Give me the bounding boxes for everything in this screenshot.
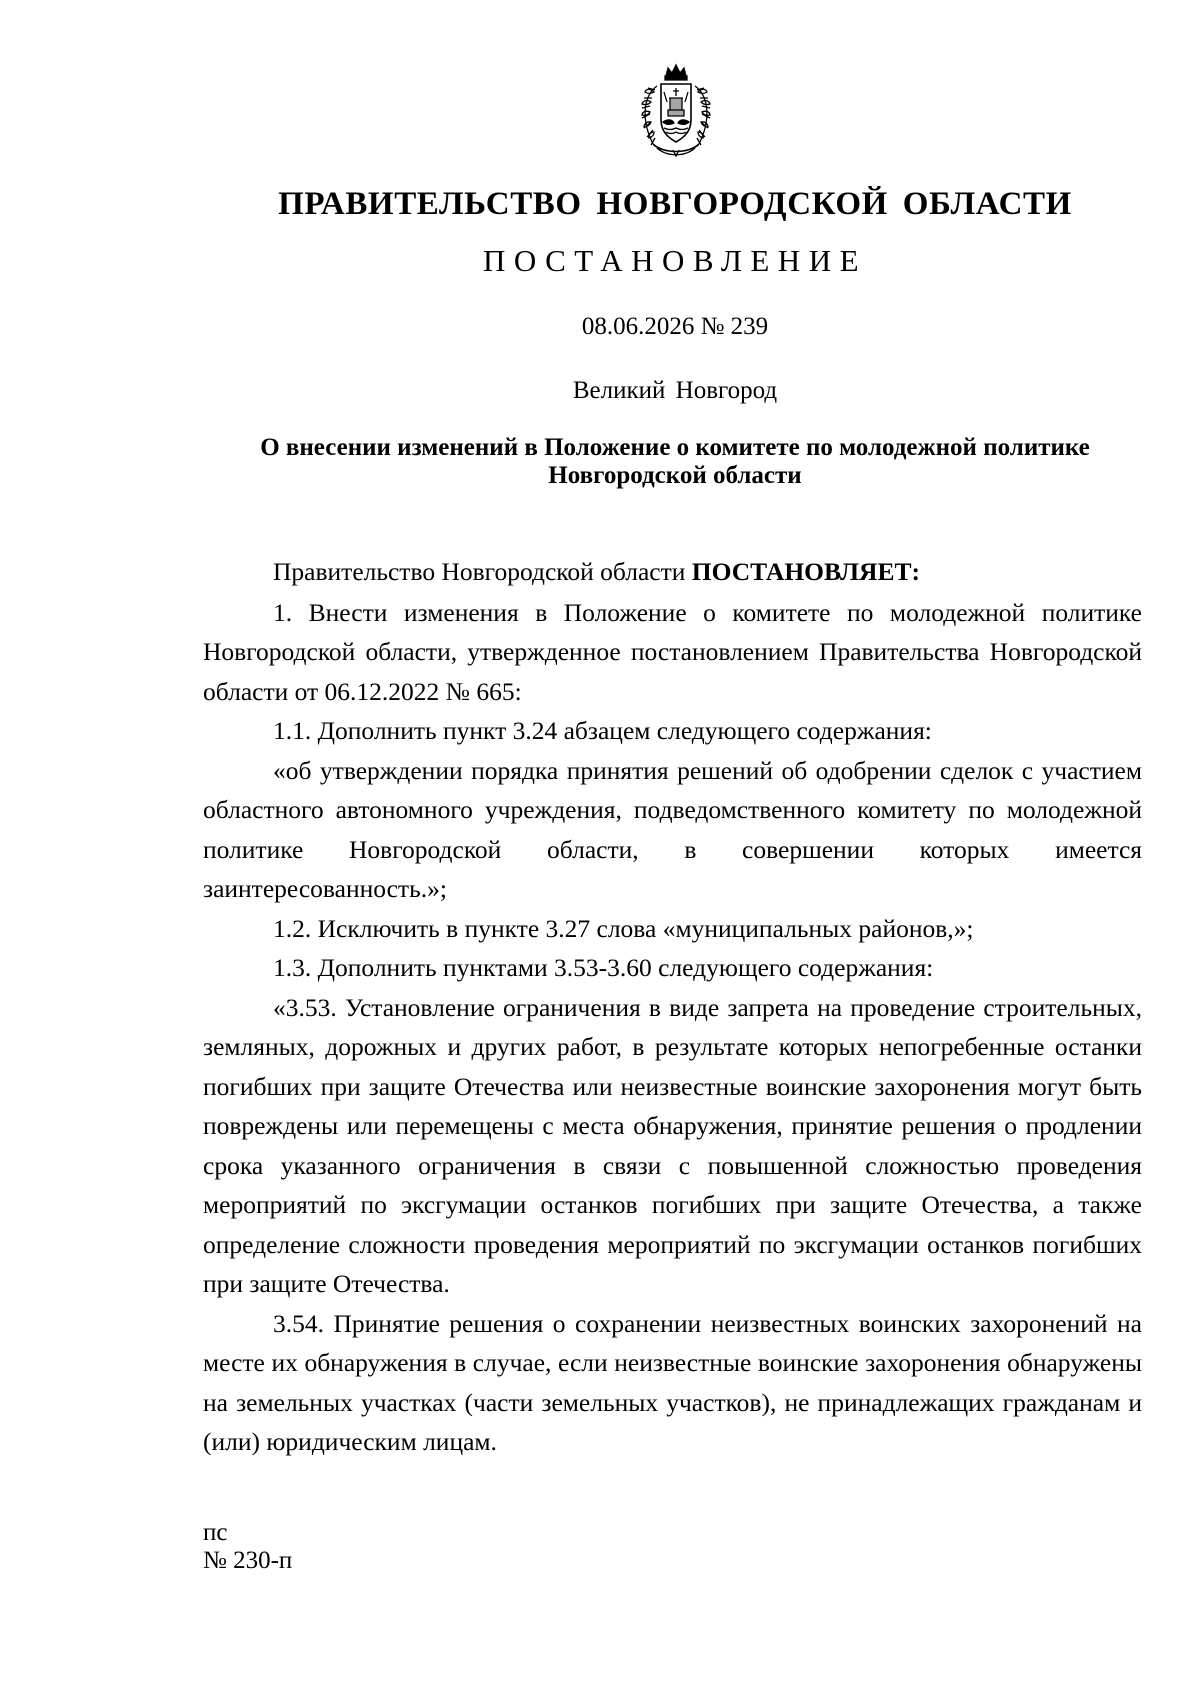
document-type-heading: ПОСТАНОВЛЕНИЕ (482, 243, 868, 278)
paragraph-1-3: 1.3. Дополнить пунктами 3.53-3.60 следующего содержания: (273, 953, 934, 982)
paragraph-quote-3-24: «об утверждении порядка принятия решений об одобрении сделок с участием областного автономного учреждения, подведомственного комитету по молодежной политике Новгородской области, в совершении которых имеется заинтересованность.»; (203, 755, 1142, 903)
document-body (203, 552, 1142, 1462)
document-place: Великий Новгород (572, 377, 778, 404)
coat-of-arms-emblem (633, 62, 719, 162)
footer-registration (203, 1519, 292, 1575)
footer-code-line-2: № 230-п (203, 1547, 293, 1574)
subject-line-1: О внесении изменений в Положение о комитете по молодежной политике (260, 434, 1090, 461)
paragraph-3-53: «3.53. Установление ограничения в виде запрета на проведение строительных, земляных, дорожных и других работ, в результате которых непогребенные останки погибших при защите Отечества или неизвестные воинские захоронения могут быть повреждены или перемещены с места обнаружения, принятие решения о продлении срока указанного ограничения в связи с повышенной сложностью проведения мероприятий по эксгумации останков погибших при защите Отечества, а также определение сложности проведения мероприятий по эксгумации останков погибших при защите Отечества. (203, 992, 1142, 1298)
lead-resolves: ПОСТАНОВЛЯЕТ: (691, 557, 920, 586)
lead-text: Правительство Новгородской области (273, 557, 692, 586)
paragraph-1-1: 1.1. Дополнить пункт 3.24 абзацем следующего содержания: (273, 716, 932, 745)
document-subject (210, 434, 1140, 490)
paragraph-1: 1. Внести изменения в Положение о комитете по молодежной политике Новгородской области, утвержденное постановлением Правительства Новгородской области от 06.12.2022 № 665: (203, 597, 1142, 706)
paragraph-1-2: 1.2. Исключить в пункте 3.27 слова «муниципальных районов,»; (273, 913, 974, 943)
organization-title: ПРАВИТЕЛЬСТВО НОВГОРОДСКОЙ ОБЛАСТИ (278, 186, 1072, 222)
subject-line-2: Новгородской области (548, 462, 802, 489)
resolution-lead (203, 552, 1142, 592)
document-date-number: 08.06.2026 № 239 (581, 313, 769, 340)
paragraph-3-54: 3.54. Принятие решения о сохранении неизвестных воинских захоронений на месте их обнаружения в случае, если неизвестные воинские захоронения обнаружены на земельных участках (части земельных участков), не принадлежащих гражданам и (или) юридическим лицам. (203, 1308, 1142, 1456)
footer-code-line-1: пс (203, 1519, 228, 1546)
